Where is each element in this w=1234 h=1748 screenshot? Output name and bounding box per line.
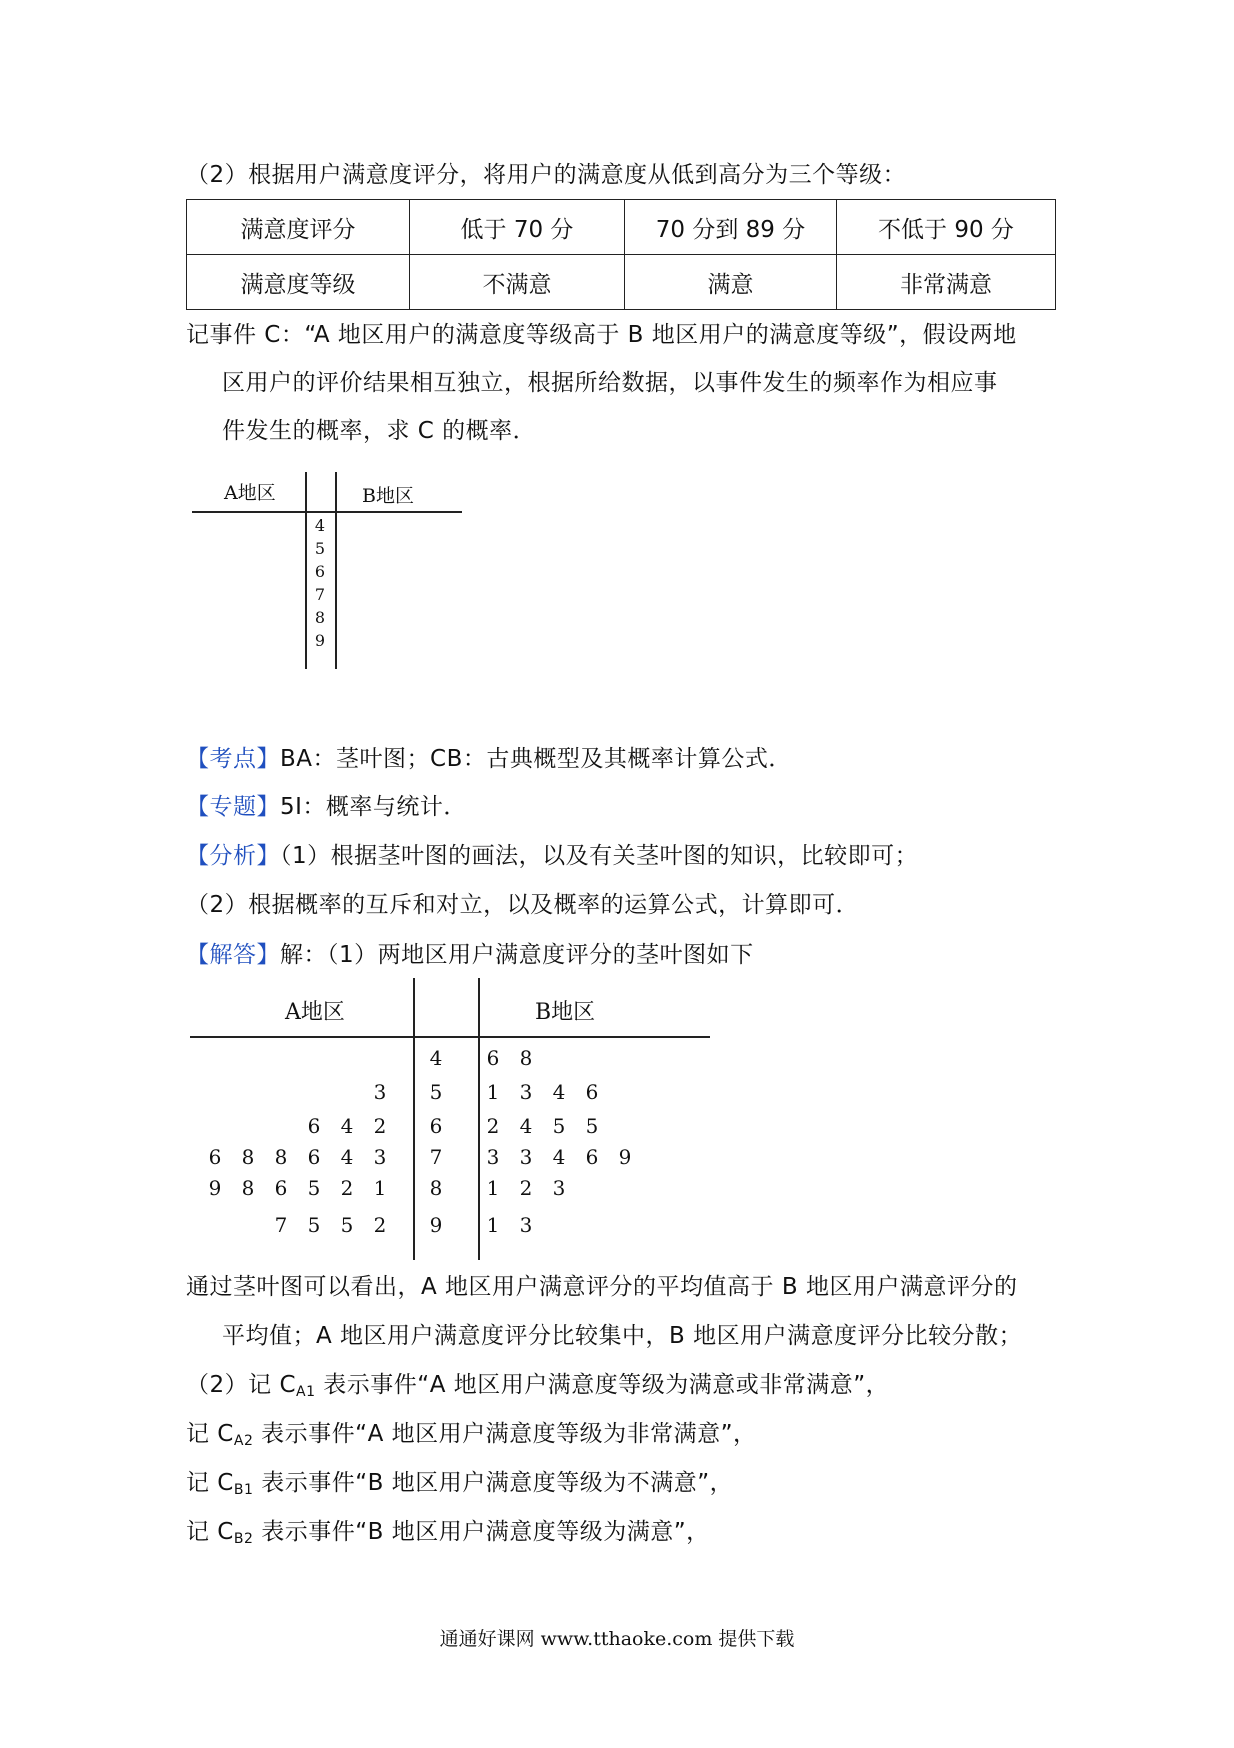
conclusion-line: 通过茎叶图可以看出，A 地区用户满意评分的平均值高于 B 地区用户满意评分的 <box>186 1274 1018 1300</box>
stem-value: 8 <box>314 608 326 627</box>
table-cell: 低于 70 分 <box>410 200 625 255</box>
a-leaf: 8 <box>241 1176 255 1200</box>
a-leaf: 6 <box>307 1145 321 1169</box>
stemplot-left-rule <box>305 472 307 669</box>
a-leaf: 4 <box>340 1145 354 1169</box>
b-leaf: 5 <box>585 1114 599 1138</box>
stem-value: 6 <box>429 1114 443 1138</box>
b-region-header: B地区 <box>535 1000 596 1025</box>
a-leaf: 5 <box>307 1176 321 1200</box>
zhuanti-line <box>186 792 467 822</box>
grade-table <box>186 199 1056 310</box>
b-leaf: 1 <box>486 1213 500 1237</box>
definition-post: 表示事件“B 地区用户满意度等级为不满意”， <box>253 1470 734 1496</box>
stem-value: 7 <box>314 585 326 604</box>
event-c-line: 记事件 C：“A 地区用户的满意度等级高于 B 地区用户的满意度等级”，假设两地 <box>186 322 1017 348</box>
table-row <box>187 255 1056 310</box>
a-leaf: 8 <box>241 1145 255 1169</box>
a-leaf: 3 <box>373 1145 387 1169</box>
b-leaf: 4 <box>552 1080 566 1104</box>
definition-subscript: A1 <box>296 1384 316 1400</box>
a-leaf: 5 <box>307 1213 321 1237</box>
stem-value: 7 <box>429 1145 443 1169</box>
jieda-tag: 【解答】 <box>186 942 280 968</box>
b-leaf: 6 <box>585 1080 599 1104</box>
a-leaf: 2 <box>340 1176 354 1200</box>
b-leaf: 5 <box>552 1114 566 1138</box>
b-leaf: 4 <box>519 1114 533 1138</box>
definition-pre: （2）记 C <box>186 1372 297 1398</box>
a-leaf: 8 <box>274 1145 288 1169</box>
zhuanti-tag: 【专题】 <box>186 794 280 820</box>
a-leaf: 1 <box>373 1176 387 1200</box>
a-leaf: 7 <box>274 1213 288 1237</box>
definition-pre: 记 C <box>186 1470 234 1496</box>
b-leaf: 6 <box>486 1046 500 1070</box>
fenxi-line <box>186 841 918 871</box>
stem-value: 8 <box>429 1176 443 1200</box>
event-c-line: 件发生的概率，求 C 的概率． <box>222 418 537 444</box>
b-leaf: 3 <box>519 1145 533 1169</box>
b-leaf: 2 <box>519 1176 533 1200</box>
b-leaf: 3 <box>552 1176 566 1200</box>
b-leaf: 1 <box>486 1176 500 1200</box>
stemplot-right-rule <box>335 472 337 669</box>
a-region-header: A地区 <box>285 1000 345 1025</box>
kaodian-line <box>186 744 792 774</box>
table-cell: 非常满意 <box>837 255 1056 310</box>
b-leaf: 4 <box>552 1145 566 1169</box>
table-cell: 不满意 <box>410 255 625 310</box>
conclusion-line: 平均值；A 地区用户满意度评分比较集中，B 地区用户满意度评分比较分散； <box>222 1323 1023 1349</box>
table-row <box>187 200 1056 255</box>
part2-intro: （2）根据用户满意度评分，将用户的满意度从低到高分为三个等级： <box>186 162 907 188</box>
b-leaf: 1 <box>486 1080 500 1104</box>
b-region-header: B地区 <box>362 485 414 507</box>
a-leaf: 6 <box>208 1145 222 1169</box>
b-leaf: 3 <box>519 1080 533 1104</box>
definition-line <box>186 1419 757 1456</box>
b-leaf: 2 <box>486 1114 500 1138</box>
stem-value: 6 <box>314 562 326 581</box>
stem-value: 5 <box>314 539 326 558</box>
a-leaf: 3 <box>373 1080 387 1104</box>
kaodian-tag: 【考点】 <box>186 746 280 772</box>
definition-pre: 记 C <box>186 1421 234 1447</box>
table-cell: 70 分到 89 分 <box>625 200 837 255</box>
table-cell: 满意度等级 <box>187 255 410 310</box>
stem-value: 9 <box>429 1213 443 1237</box>
definition-post: 表示事件“B 地区用户满意度等级为满意”， <box>253 1519 710 1545</box>
a-region-header: A地区 <box>224 482 276 504</box>
fenxi-text: （1）根据茎叶图的画法，以及有关茎叶图的知识，比较即可； <box>280 843 919 869</box>
table-cell: 满意度评分 <box>187 200 410 255</box>
b-leaf: 9 <box>618 1145 632 1169</box>
b-leaf: 3 <box>486 1145 500 1169</box>
definition-line <box>186 1468 733 1505</box>
kaodian-text: BA：茎叶图；CB：古典概型及其概率计算公式． <box>280 746 792 772</box>
stem-value: 4 <box>429 1046 443 1070</box>
stem-value: 4 <box>314 516 326 535</box>
fenxi-tag: 【分析】 <box>186 843 280 869</box>
definition-subscript: A2 <box>233 1433 254 1449</box>
b-leaf: 8 <box>519 1046 533 1070</box>
a-leaf: 2 <box>373 1114 387 1138</box>
definition-post: 表示事件“A 地区用户满意度等级为满意或非常满意”， <box>315 1372 890 1398</box>
b-leaf: 6 <box>585 1145 599 1169</box>
jieda-text: 解：（1）两地区用户满意度评分的茎叶图如下 <box>280 942 754 968</box>
definition-line <box>186 1370 889 1407</box>
definition-subscript: B1 <box>233 1482 254 1498</box>
a-leaf: 6 <box>274 1176 288 1200</box>
event-c-line: 区用户的评价结果相互独立，根据所给数据，以事件发生的频率作为相应事 <box>222 370 998 396</box>
definition-line <box>186 1517 710 1554</box>
stemplot-header-rule <box>192 511 462 513</box>
stemplot-right-rule <box>478 978 480 1260</box>
a-leaf: 6 <box>307 1114 321 1138</box>
zhuanti-text: 5I：概率与统计． <box>280 794 467 820</box>
table-cell: 不低于 90 分 <box>837 200 1056 255</box>
fenxi-line-2: （2）根据概率的互斥和对立，以及概率的运算公式，计算即可． <box>186 892 860 918</box>
a-leaf: 9 <box>208 1176 222 1200</box>
stemplot-left-rule <box>413 978 415 1260</box>
a-leaf: 4 <box>340 1114 354 1138</box>
stem-value: 9 <box>314 631 326 650</box>
table-cell: 满意 <box>625 255 837 310</box>
b-leaf: 3 <box>519 1213 533 1237</box>
jieda-line <box>186 940 754 970</box>
definition-post: 表示事件“A 地区用户满意度等级为非常满意”， <box>253 1421 757 1447</box>
stemplot-header-rule <box>190 1036 710 1038</box>
a-leaf: 5 <box>340 1213 354 1237</box>
stem-value: 5 <box>429 1080 443 1104</box>
page-footer: 通通好课网 www.tthaoke.com 提供下载 <box>439 1628 795 1650</box>
definition-pre: 记 C <box>186 1519 234 1545</box>
definition-subscript: B2 <box>233 1531 254 1547</box>
a-leaf: 2 <box>373 1213 387 1237</box>
